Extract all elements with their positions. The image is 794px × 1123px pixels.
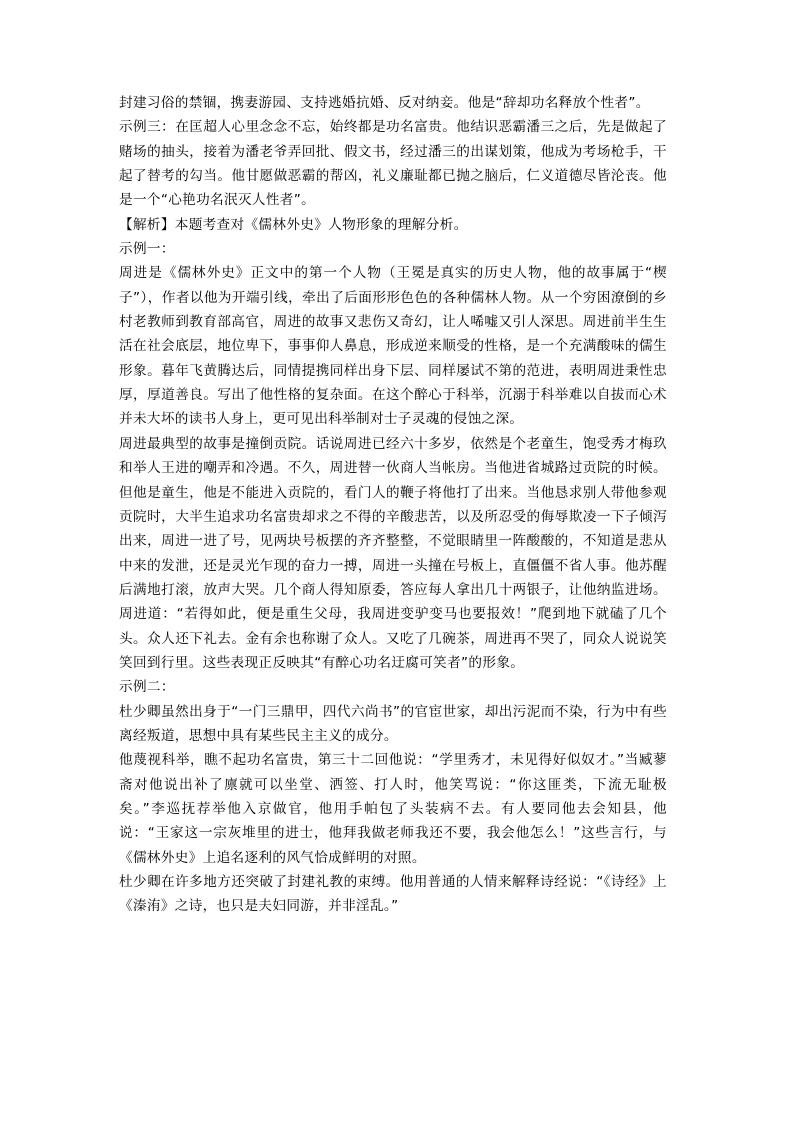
paragraph-example-two-label: 示例二： (119, 679, 175, 696)
document-page (119, 91, 667, 919)
paragraph-continuation: 封建习俗的禁锢，携妻游园、支持逃婚抗婚、反对纳妾。他是“辞却功名释放个性者”。 (119, 95, 650, 111)
paragraph-analysis-heading: 【解析】本题考查对《儒林外史》人物形象的理解分析。 (119, 216, 468, 233)
paragraph-example-one-label: 示例一： (119, 241, 175, 258)
paragraph-example-three: 示例三：在匡超人心里念念不忘，始终都是功名富贵。他结识恶霸潘三之后，先是做起了赌场的抽头，接着为潘老爷弄回批、假文书，经过潘三的出谋划策，他成为考场枪手，干起了替考的勾当。他甘愿做恶霸的帮凶，礼义廉耻都已抛之脑后，仁义道德尽皆沦丧。他是一个“心艳功名泯灭人性者”。 (119, 119, 667, 209)
paragraph-dushaoqing-keju: 他蔑视科举，瞧不起功名富贵，第三十二回他说：“学里秀才，未见得好似奴才。”当臧蓼斋对他说出补了廪就可以坐堂、洒签、打人时，他笑骂说：“你这匪类，下流无耻极矣。”李巡抚荐举他入京做官，他用手帕包了头装病不去。有人要同他去会知县，他说：“王家这一宗灰堆里的进士，他拜我做老师我还不要，我会他怎么！”这些言行，与《儒林外史》上追名逐利的风气恰成鲜明的对照。 (119, 752, 667, 866)
paragraph-dushaoqing-lijiao: 杜少卿在许多地方还突破了封建礼教的束缚。他用普通的人情来解释诗经说：“《诗经》上《溱洧》之诗，也只是夫妇同游，并非淫乱。” (119, 874, 667, 915)
paragraph-dushaoqing-intro: 杜少卿虽然出身于“一门三鼎甲，四代六尚书”的官宦世家，却出污泥而不染，行为中有些离经叛道，思想中具有某些民主主义的成分。 (119, 703, 667, 744)
paragraph-zhoujin-story: 周进最典型的故事是撞倒贡院。话说周进已经六十多岁，依然是个老童生，饱受秀才梅玖和举人王进的嘲弄和冷遇。不久，周进替一伙商人当帐房。当他进省城路过贡院的时候。但他是童生，他是不能进入贡院的，看门人的鞭子将他打了出来。当他恳求别人带他参观贡院时，大半生追求功名富贵却求之不得的辛酸悲苦，以及所忍受的侮辱欺凌一下子倾泻出来，周进一进了号，见两块号板摆的齐齐整整，不觉眼睛里一阵酸酸的，不知道是悲从中来的发泄，还是灵光乍现的奋力一搏，周进一头撞在号板上，直僵僵不省人事。他苏醒后满地打滚，放声大哭。几个商人得知原委，答应每人拿出几十两银子，让他纳监进场。周进道：“若得如此，便是重生父母，我周进变驴变马也要报效！”爬到地下就磕了几个头。众人还下礼去。金有余也称谢了众人。又吃了几碗茶，周进再不哭了，同众人说说笑笑回到行里。这些表现正反映其“有醉心功名迂腐可笑者”的形象。 (119, 435, 667, 671)
paragraph-zhoujin-intro: 周进是《儒林外史》正文中的第一个人物（王冕是真实的历史人物，他的故事属于“楔子”），作者以他为开端引线，牵出了后面形形色色的各种儒林人物。从一个穷困潦倒的乡村老教师到教育部高官，周进的故事又悲伤又奇幻，让人唏嘘又引人深思。周进前半生生活在社会底层，地位卑下，事事仰人鼻息，形成逆来顺受的性格，是一个充满酸味的儒生形象。暮年飞黄腾达后，同情提携同样出身下层、同样屡试不第的范进，表明周进秉性忠厚，厚道善良。写出了他性格的复杂面。在这个醉心于科举，沉溺于科举难以自拔而心术并未大坏的读书人身上，更可见出科举制对士子灵魂的侵蚀之深。 (119, 265, 667, 428)
